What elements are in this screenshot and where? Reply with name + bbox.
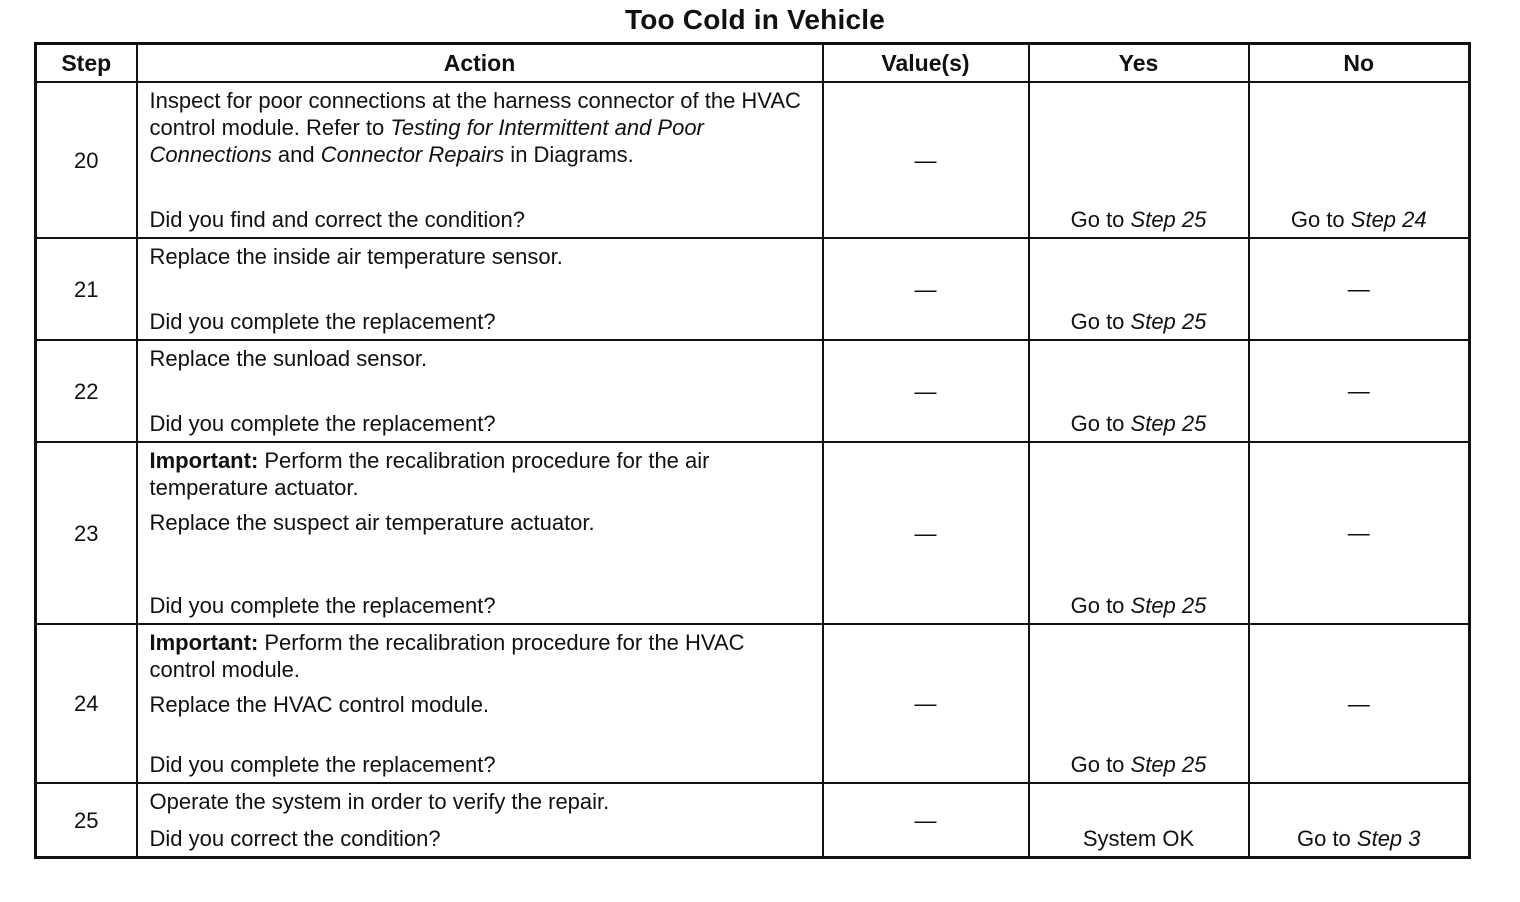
yes-cell [1029, 82, 1249, 238]
reference-link-connector-repairs: Connector Repairs [320, 142, 505, 167]
action-cell [137, 340, 823, 442]
important-text: Perform the recalibration procedure for the HVAC control module. [149, 630, 745, 682]
reference-link-testing: Testing for Intermittent and Poor Connections [149, 115, 704, 167]
no-cell [1249, 442, 1470, 624]
action-text: Replace the inside air temperature sensor. [149, 244, 563, 269]
no-value: — [1347, 691, 1370, 716]
table-row-step-22 [36, 340, 1470, 442]
step-number: 25 [36, 783, 137, 858]
yes-prefix: Go to [1070, 309, 1131, 334]
action-text: Operate the system in order to verify the repair. [149, 789, 610, 814]
page-title: Too Cold in Vehicle [625, 4, 885, 35]
header-step: Step [36, 44, 137, 83]
yes-step-ref: Step 25 [1130, 309, 1207, 334]
yes-prefix: Go to [1070, 411, 1131, 436]
yes-prefix: Go to [1070, 207, 1131, 232]
no-cell [1249, 783, 1470, 858]
yes-step-ref: Step 25 [1130, 593, 1207, 618]
no-prefix: Go to [1290, 207, 1351, 232]
value-cell: — [823, 442, 1029, 624]
header-yes: Yes [1029, 44, 1249, 83]
step-number: 20 [36, 82, 137, 238]
value-cell: — [823, 340, 1029, 442]
table-row-step-21 [36, 238, 1470, 340]
action-text: Replace the suspect air temperature actuator. [149, 510, 595, 535]
action-question: Did you complete the replacement? [149, 309, 496, 334]
no-value: — [1347, 378, 1370, 404]
action-question: Did you complete the replacement? [149, 593, 496, 618]
no-step-ref: Step 3 [1356, 826, 1421, 851]
action-question: Did you correct the condition? [149, 826, 441, 851]
step-number: 24 [36, 624, 137, 783]
value-cell: — [823, 783, 1029, 858]
action-question: Did you complete the replacement? [149, 752, 496, 777]
action-text-part: Inspect for poor connections at the harness connector of the HVAC control module. Refer to [149, 88, 801, 140]
action-question: Did you complete the replacement? [149, 411, 496, 436]
yes-cell [1029, 340, 1249, 442]
no-value: — [1347, 276, 1370, 302]
no-cell [1249, 82, 1470, 238]
important-note [150, 629, 814, 683]
no-value: — [1347, 520, 1370, 546]
action-text [150, 87, 814, 168]
table-row-step-24 [36, 624, 1470, 783]
action-text-part: and [271, 142, 321, 167]
value-cell: — [823, 82, 1029, 238]
action-text-part: in Diagrams. [504, 142, 634, 167]
no-cell [1249, 624, 1470, 783]
no-cell [1249, 340, 1470, 442]
value-cell: — [823, 624, 1029, 783]
action-cell [137, 624, 823, 783]
step-number: 23 [36, 442, 137, 624]
yes-prefix: Go to [1070, 752, 1131, 777]
table-row-step-23 [36, 442, 1470, 624]
diagnostic-table [34, 42, 1471, 859]
header-action: Action [137, 44, 823, 83]
no-cell [1249, 238, 1470, 340]
yes-cell [1029, 442, 1249, 624]
header-no: No [1249, 44, 1470, 83]
yes-step-ref: Step 25 [1130, 207, 1207, 232]
step-number: 21 [36, 238, 137, 340]
table-row-step-20 [36, 82, 1470, 238]
yes-value: System OK [1082, 826, 1195, 851]
action-cell [137, 783, 823, 858]
important-note [150, 447, 814, 501]
yes-prefix: Go to [1070, 593, 1131, 618]
yes-step-ref: Step 25 [1130, 411, 1207, 436]
action-text: Replace the sunload sensor. [149, 346, 428, 371]
action-question: Did you find and correct the condition? [149, 207, 525, 232]
important-label: Important: [149, 630, 259, 655]
yes-cell [1029, 783, 1249, 858]
table-row-step-25 [36, 783, 1470, 858]
yes-cell [1029, 238, 1249, 340]
important-text: Perform the recalibration procedure for the air temperature actuator. [149, 448, 710, 500]
action-text: Replace the HVAC control module. [149, 692, 490, 717]
no-prefix: Go to [1296, 826, 1357, 851]
header-values: Value(s) [823, 44, 1029, 83]
step-number: 22 [36, 340, 137, 442]
important-label: Important: [149, 448, 259, 473]
yes-step-ref: Step 25 [1130, 752, 1207, 777]
value-cell: — [823, 238, 1029, 340]
action-cell [137, 82, 823, 238]
action-cell [137, 442, 823, 624]
no-step-ref: Step 24 [1350, 207, 1427, 232]
yes-cell [1029, 624, 1249, 783]
header-row [36, 44, 1470, 83]
action-cell [137, 238, 823, 340]
